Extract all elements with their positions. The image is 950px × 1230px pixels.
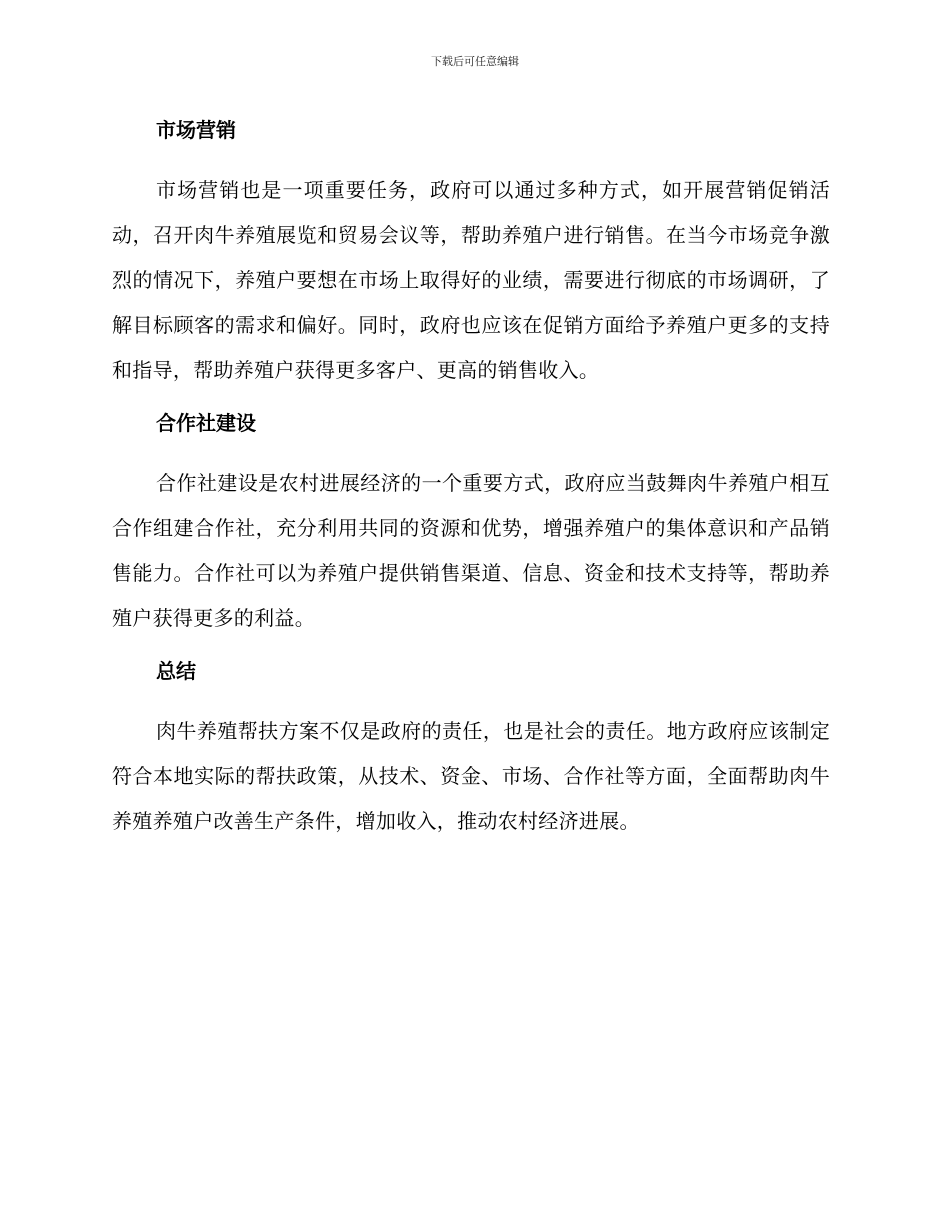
section-paragraph-summary: 肉牛养殖帮扶方案不仅是政府的责任，也是社会的责任。地方政府应该制定符合本地实际的帮扶政策，从技术、资金、市场、合作社等方面，全面帮助肉牛养殖养殖户改善生产条件，增加收入，推动农村经济进展。 bbox=[112, 719, 830, 833]
page-header: 下载后可任意编辑 bbox=[431, 55, 519, 68]
section-heading-cooperative: 合作社建设 bbox=[156, 411, 256, 435]
section-paragraph-marketing: 市场营销也是一项重要任务，政府可以通过多种方式，如开展营销促销活动，召开肉牛养殖展览和贸易会议等，帮助养殖户进行销售。在当今市场竞争激烈的情况下，养殖户要想在市场上取得好的业绩，需要进行彻底的市场调研，了解目标顾客的需求和偏好。同时，政府也应该在促销方面给予养殖户更多的支持和指导，帮助养殖户获得更多客户、更高的销售收入。 bbox=[112, 178, 830, 382]
document-body bbox=[112, 112, 830, 844]
section-paragraph-cooperative: 合作社建设是农村进展经济的一个重要方式，政府应当鼓舞肉牛养殖户相互合作组建合作社，充分利用共同的资源和优势，增强养殖户的集体意识和产品销售能力。合作社可以为养殖户提供销售渠道、信息、资金和技术支持等，帮助养殖户获得更多的利益。 bbox=[112, 471, 830, 630]
section-heading-summary: 总结 bbox=[156, 659, 196, 683]
section-heading-marketing: 市场营销 bbox=[156, 118, 236, 142]
